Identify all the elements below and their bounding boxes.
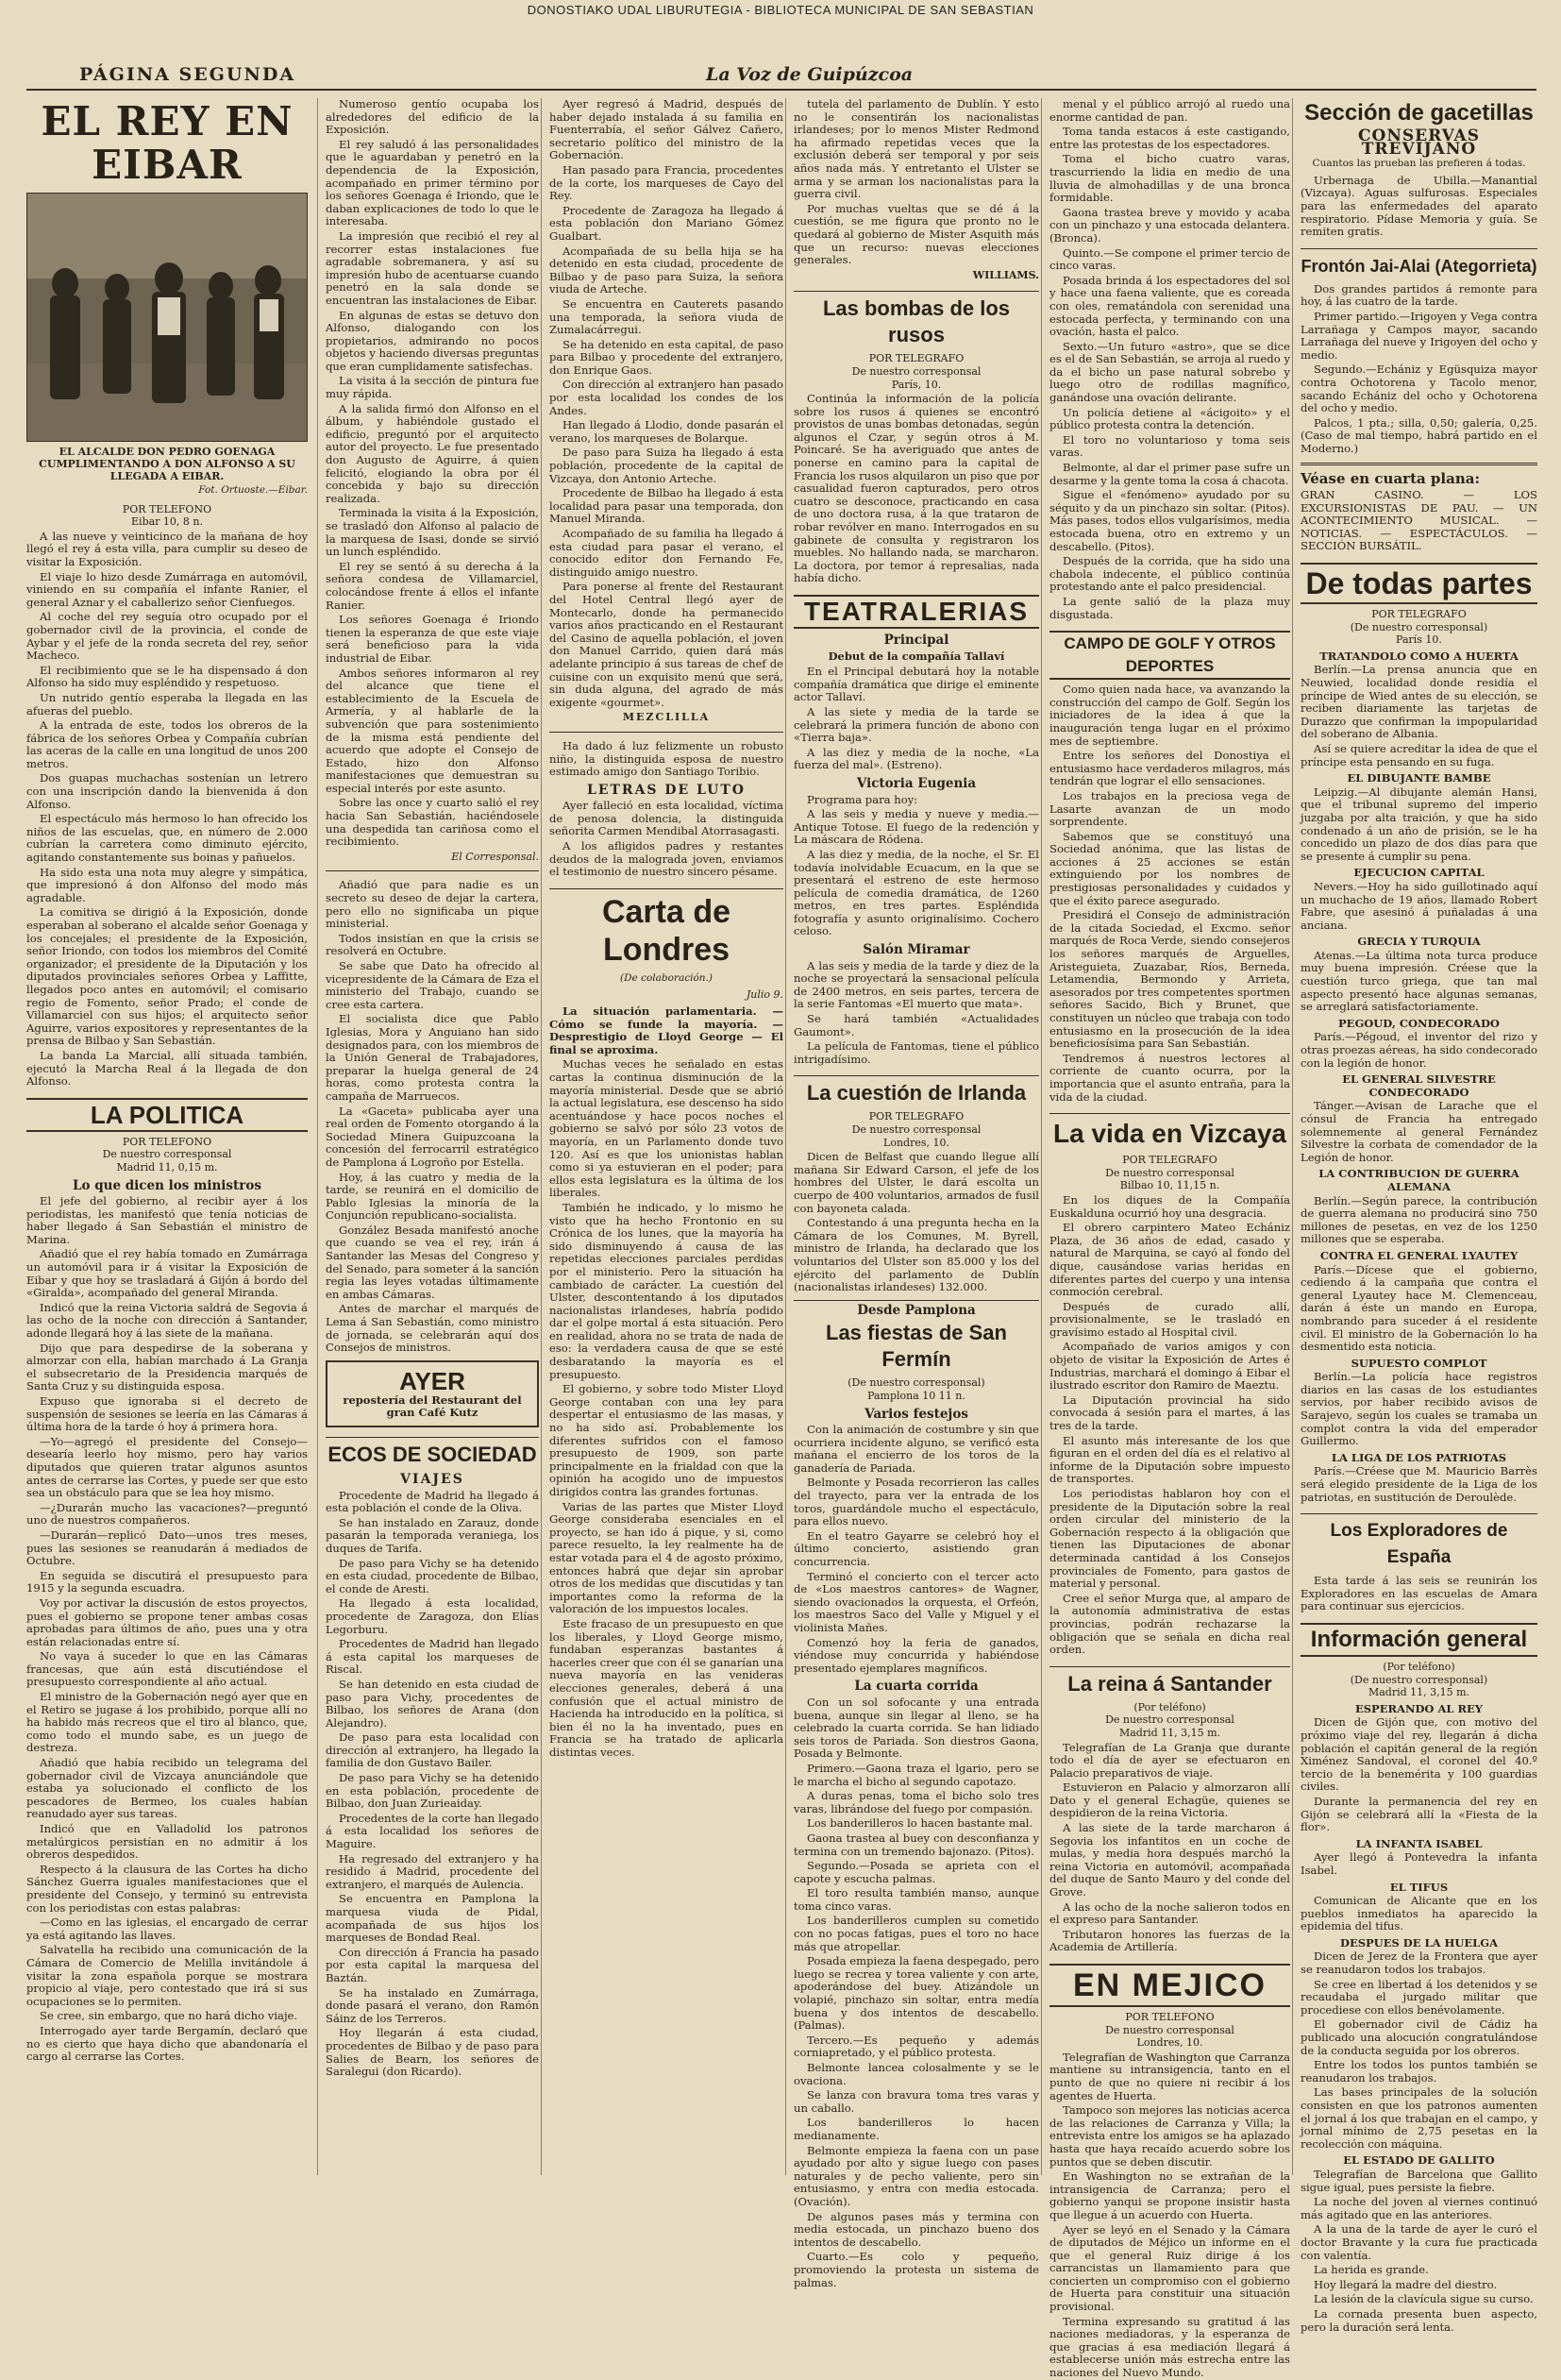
paragraph: Cuarto.—Es colo y pequeño, promoviendo la protesta un sistema de palmas. (794, 2250, 1039, 2289)
column-1 (26, 98, 315, 2175)
article-rey-body (26, 531, 308, 1089)
paragraph: Comenzó hoy la feria de ganados, viéndose muy concurrida y habiéndose presentado ejemplares magníficos. (794, 1635, 1039, 1675)
paragraph: Dos grandes partidos á remonte para hoy, á las cuatro de la tarde. (1301, 281, 1537, 309)
signature-mezclilla: MEZCLILLA (622, 711, 711, 724)
trevijano-advert: CONSERVAS TREVIJANO (1358, 127, 1480, 159)
dateline-politica: POR TELEFONO De nuestro corresponsal Madrid 11, 0,15 m. (102, 1135, 232, 1173)
newspaper-page (26, 26, 1537, 2380)
paragraph: Gaona trastea breve y movido y acaba con un pinchazo y una estocada delantera. (Bronca). (1049, 205, 1290, 245)
paragraph: Urbernaga de Ubilla.—Manantial (Vizcaya). Aguas sulfurosas. Especiales para las enfermedades del aparato respiratorio. Pídase Memoria y guía. Se remiten gratis. (1301, 173, 1537, 239)
article-politica-body (26, 1195, 308, 2064)
item-heading: EL GENERAL SILVESTRE CONDECORADO (1342, 1072, 1496, 1099)
paragraph: En seguida se discutirá el presupuesto para 1915 y la segunda escuadra. (26, 1568, 308, 1595)
paragraph: —Yo—agregó el presidente del Consejo—desearía leerlo hoy mismo, pero hay varios diputados que quieren tratar algunos asuntos antes de cerrarse las Cortes, y puede ser que esto sea un obstáculo para que se lea hoy mismo. (26, 1434, 308, 1500)
paragraph: Sexto.—Un futuro «astro», que se dice es el de San Sebastián, se arroja al ruedo y da el bicho un pase natural sobrebo y luego otro de rodillas magnífico, ganándose una ovación delirante. (1049, 339, 1290, 405)
column-4 (785, 97, 1047, 2289)
paragraph: Belmonte lancea colosalmente y se le ovaciona. (794, 2061, 1039, 2087)
paragraph: Para ponerse al frente del Restaurant del Hotel Central llegó ayer de Montecarlo, donde ha permanecido varios años practicando en el Restaurant del Casino de aquella población, el joven don Manuel Carrido, quien dará más adelante principio á sus tareas de chef de cuisine con un exquisito menú que será, sin duda alguna, del agrado de más exigente «gourmet». (549, 580, 783, 709)
paragraph: Los banderilleros cumplen su cometido con no pocas fatigas, pues el toro no hace más que atropellar. (794, 1914, 1039, 1953)
divider (549, 732, 783, 733)
paragraph: Belmonte empieza la faena con un pase ayudado por alto y sigue luego con pases naturales y de pecho valiente, pero sin entusiasmo, y entra con media estocada. (Ovación). (794, 2143, 1039, 2208)
paragraph: La noche del joven al viernes continuó más agitado que en las anteriores. (1301, 2195, 1537, 2221)
paragraph: Ayer se leyó en el Senado y la Cámara de diputados de Méjico un informe en el que el general Ruiz dirige á los carrancistas un llamamiento para que concierten un compromiso con el gobierno de Huerta para constituir una situación provisional. (1049, 2222, 1290, 2314)
paragraph: Primero.—Gaona traza el lgario, pero se le marcha el bicho al segundo capotazo. (794, 1761, 1039, 1788)
paragraph: De paso para Vichy se ha detenido en esta población, procedente de Bilbao, don Juan Zurieaiday. (326, 1771, 539, 1811)
paragraph: Telegrafían de La Granja que durante todo el día de ayer se efectuaron en Palacio preparativos de viaje. (1049, 1740, 1290, 1780)
dateline-bilbao: POR TELEGRAFO De nuestro corresponsal Bilbao 10, 11,15 n. (1105, 1154, 1234, 1192)
headline-exploradores: Los Exploradores de España (1301, 1513, 1537, 1571)
paragraph: Entre los señores del Donostiya el entusiasmo hace verdaderos milagros, más tendrán que lograr el ello sensaciones. (1049, 749, 1290, 788)
paragraph: El obrero carpintero Mateo Echániz Plaza, de 36 años de edad, casado y natural de Marquina, se cayó al fondo del dique, causándose varias heridas en diferentes partes del cuerpo y una intensa conmoción cerebral. (1049, 1221, 1290, 1299)
item-heading: LA CONTRIBUCION DE GUERRA ALEMANA (1318, 1167, 1519, 1193)
paragraph: A las siete y media de la tarde se celebrará la primera función de abono con «Tierra baja». (794, 704, 1039, 745)
headline-cuarta-plana: Véase en cuarta plana: (1301, 470, 1481, 488)
item-heading: ESPERANDO AL REY (1354, 1701, 1483, 1715)
paragraph: La visita á la sección de pintura fue muy rápida. (326, 374, 539, 401)
paragraph: El jefe del gobierno, al recibir ayer á los periodistas, les manifestó que tenía noticias de haber llegado á San Sebastián el ministro de Marina. (26, 1194, 308, 1246)
paragraph: Ha dado á luz felizmente un robusto niño, la distinguida esposa de nuestro estimado amigo don Santiago Toribio. (549, 738, 783, 779)
byline-colaboracion: (De colaboración.) (620, 971, 713, 984)
paragraph: El socialista dice que Pablo Iglesias, Mora y Anguiano han sido designados para, con los miembros de la Unión General de Trabajadores, preparar la huelga general de 24 horas, como protesta contra la campaña de Marruecos. (326, 1012, 539, 1103)
paragraph: Belmonte, al dar el primer pase sufre un desarme y la gente toma la cosa á chacota. (1049, 461, 1290, 487)
paragraph: GRAN CASINO. — LOS EXCURSIONISTAS DE PAU. — UN ACONTECIMIENTO MUSICAL. — NOTICIAS. — ESPECTÁCULOS. — SECCIÓN BURSÁTIL. (1301, 488, 1537, 553)
dateline-londres: Julio 9. (746, 988, 783, 1002)
paragraph: La «Gaceta» publicaba ayer una real orden de Fomento otorgando á la Sociedad Minera Guipuzcoana la concesión del ferrocarril estratégico de Pamplona á Logroño por Estella. (326, 1104, 539, 1169)
headline-reina-santander: La reina á Santander (1049, 1666, 1290, 1697)
headline-de-todas-partes: De todas partes (1301, 563, 1537, 604)
paragraph: A la entrada de este, todos los obreros de la fábrica de los señores Orbea y Compañía cubrían las aceras de la calle en una longitud de unos 200 metros. (26, 718, 308, 770)
paragraph: Indicó que en Valladolid los patronos metalúrgicos persistían en no admitir á los obreros despedidos. (26, 1822, 308, 1862)
dateline-madrid-info: (Por teléfono) (De nuestro corresponsal) Madrid 11, 3,15 m. (1350, 1661, 1488, 1699)
paragraph: González Besada manifestó anoche que cuando se vea el rey, irán á Santander las Mesas del Congreso y del Senado, para someter á la sanción regia las leyes votadas últimamente en ambas Cámaras. (326, 1223, 539, 1301)
paragraph: Telegrafían de Washington que Carranza mantiene su intransigencia, tanto en el punto de que no quiere ni recibir á los agentes de Huerta. (1049, 2050, 1290, 2102)
paragraph: Se cree en libertad á los detenidos y se recaudaba el jurgado militar que procediese con ellos benévolamente. (1301, 1977, 1537, 2017)
signature-williams: WILLIAMS. (972, 268, 1039, 281)
dateline-paris-todas: POR TELEGRAFO (De nuestro corresponsal) París 10. (1350, 608, 1488, 647)
photo-illustration (27, 194, 307, 441)
paragraph: El toro resulta también manso, aunque toma cinco varas. (794, 1886, 1039, 1913)
paragraph: menal y el público arrojó al ruedo una enorme cantidad de pan. (1049, 97, 1290, 124)
paragraph: Interrogado ayer tarde Bergamín, declaró que no es cierto que haya dicho que abandonaría el cargo al cerrarse las Cortes. (26, 2023, 308, 2064)
paragraph: Berlín.—La prensa anuncia que en Neuwied, localidad donde residía el príncipe de Wied antes de su elección, se reciben diariamente las tarjetas de Durazzo que confirman la impopularidad del soberano de Albania. (1301, 663, 1537, 741)
paragraph: Con un sol sofocante y una entrada buena, aunque sin llegar al lleno, se ha celebrado la cuarta corrida. Se han lidiado seis toros de Pariada. Son diestros Gaona, Posada y Belmonte. (794, 1695, 1039, 1761)
paragraph: Acompañado de varios amigos y con objeto de visitar la Exposición de Artes é Industrias, marchará el domingo á Eibar el ilustrado escritor don Ramiro de Maeztu. (1049, 1340, 1290, 1393)
headline-la-politica: LA POLITICA (26, 1098, 308, 1132)
paragraph: Después de curado allí, provisionalmente, se le trasladó en gravísimo estado al Hospital civil. (1049, 1299, 1290, 1339)
paragraph: Dos guapas muchachas sostenían un letrero con una inscripción dando la bienvenida á don Alfonso. (26, 771, 308, 811)
item-heading: EL DIBUJANTE BAMBE (1347, 771, 1491, 785)
paragraph: El gobernador civil de Cádiz ha publicado una alocución congratulándose de la conducta seguida por los obreros. (1301, 2017, 1537, 2057)
paragraph: También he indicado, y lo mismo he visto que ha hecho Frontonio en su Crónica de los lunes, que la mayoría ha sido disminuyendo á causa de las repetidas elecciones parciales perdidas por el ministerio. Pero la situación ha cambiado de carácter. La cuestión del Ulster, descontentando á los diputados nacionalistas irlandeses, habría podido dar el golpe mortal á esta situación. Pero en realidad, ahora no se trata de nada de eso: la verdadera causa de que se esté desbaratando la mayoría es el presupuesto. (549, 1200, 783, 1381)
item-heading: SUPUESTO COMPLOT (1351, 1356, 1487, 1370)
ayer-subtitle: repostería del Restaurant del gran Café Kutz (343, 1393, 522, 1420)
paragraph: Se ha instalado en Zumárraga, donde pasará el verano, don Ramón Sáinz de los Terreros. (326, 1985, 539, 2025)
item-heading: TRATANDOLO COMO A HUERTA (1319, 649, 1519, 663)
subhead-cuarta-corrida: La cuarta corrida (854, 1679, 979, 1695)
paragraph: Se encuentra en Cauterets pasando una temporada, la señora viuda de Zumalacárregui. (549, 296, 783, 337)
paragraph: Nevers.—Hoy ha sido guillotinado aquí un muchacho de 19 años, llamado Robert Fabre, que asesinó á puñaladas á una anciana. (1301, 879, 1537, 932)
paragraph: El rey saludó á las personalidades que le aguardaban y penetró en la dependencia de la Exposición, acompañado en primer término por los señores Goenaga é Iriondo, que le daban explicaciones de todo lo que le interesaba. (326, 137, 539, 228)
paragraph: De paso para Suiza ha llegado á esta población, procedente de la capital de Vizcaya, don Antonio Arteche. (549, 446, 783, 485)
headline-san-fermin: Las fiestas de San Fermín (826, 1321, 1007, 1372)
paragraph: Un policía detiene al «ácigoito» y el público protesta contra la detención. (1049, 405, 1290, 432)
paragraph: Procedente de Bilbao ha llegado á esta localidad para pasar una temporada, don Manuel Miranda. (549, 486, 783, 526)
paragraph: La cornada presenta buen aspecto, pero la duración será lenta. (1301, 2306, 1537, 2334)
subhead-varios-festejos: Varios festejos (864, 1406, 968, 1422)
paragraph: A la una de la tarde de ayer le curó el doctor Bravante y la cura fue practicada con valentía. (1301, 2222, 1537, 2262)
paragraph: Se lanza con bravura toma tres varas y un caballo. (794, 2088, 1039, 2115)
masthead: La Voz de Guipúzcoa (706, 64, 914, 85)
paragraph: Se han instalado en Zarauz, donde pasarán la temporada veraniega, los duques de Tarifa. (326, 1515, 539, 1555)
paragraph: París.—Pégoud, el inventor del rizo y otras proezas aéreas, ha sido condecorado con la legión de honor. (1301, 1030, 1537, 1070)
todas-partes-list (1301, 650, 1537, 1504)
paragraph: Se han detenido en esta ciudad de paso para Vichy, procedentes de Bilbao, los señores de Arana (don Alejandro). (326, 1677, 539, 1730)
headline-cuestion-irlanda: La cuestión de Irlanda (794, 1075, 1039, 1106)
paragraph: Voy por activar la discusión de estos proyectos, pues el gobierno se propone tener ambas cosas aprobadas para últimos de año, pues una y otra están relacionadas entre sí. (26, 1595, 308, 1648)
paragraph: Dicen de Belfast que cuando llegue allí mañana Sir Edward Carson, el jefe de los hombres del Ulster, le dará escolta un cuerpo de 400 voluntarios, armados de fusil con bayoneta calada. (794, 1150, 1039, 1215)
paragraph: La herida es grande. (1314, 2263, 1429, 2277)
paragraph: La Diputación provincial ha sido convocada á sesión para el martes, á las tres de la tarde. (1049, 1393, 1290, 1433)
archive-header: DONOSTIAKO UDAL LIBURUTEGIA - BIBLIOTECA MUNICIPAL DE SAN SEBASTIAN (527, 3, 1034, 17)
paragraph: A las seis y media y nueve y media.— Antique Totose. El fuego de la redención y La máscara de Ródena. (794, 807, 1039, 847)
paragraph: Dicen de Gijón que, con motivo del próximo viaje del rey, llegarán á dicha población el capitán general de la región Ximénez Sandoval, el coronel del 40.º tercio de la benemérita y 100 guardias civiles. (1301, 1715, 1537, 1794)
headline-gacetillas: Sección de gacetillas (1304, 100, 1534, 126)
paragraph: Ayer falleció en esta localidad, víctima de penosa dolencia, la distinguida señorita Carmen Mendibal Atorrasagasti. (549, 799, 783, 838)
paragraph: Después de la corrida, que ha sido una chabola indecente, el público continúa protestando ante el palco presidencial. (1049, 554, 1290, 594)
paragraph: En los diques de la Compañía Euskalduna ocurrió hoy una desgracia. (1049, 1192, 1290, 1220)
paragraph: Comunican de Alicante que en los pueblos inmediatos ha aparecido la epidemia del tifus. (1301, 1894, 1537, 1933)
paragraph: El ministro de la Gobernación negó ayer que en el Retiro se jugase á los prohibido, porque allí no ha habido más recreos que el tiro al blanco, que, como todo el mundo sabe, es un juego de destreza. (26, 1690, 308, 1755)
paragraph: Las bases principales de la solución consisten en que los patronos aumenten el jornal á los que trabajan en el campo, y jornal mínimo de 2,75 pesetas en la recolección con máquina. (1301, 2085, 1537, 2151)
paragraph: Tampoco son mejores las noticias acerca de las relaciones de Carranza y Villa; la entrevista entre los amigos se ha aplazado hasta que haya recaído acuerdo sobre los puntos que se deben discutir. (1049, 2103, 1290, 2169)
headline-informacion-general: Información general (1301, 1623, 1537, 1657)
paragraph: Procedente de Madrid ha llegado á esta población el conde de la Oliva. (326, 1488, 539, 1515)
paragraph: Este fracaso de un presupuesto en que los liberales, y Lloyd George mismo, fundaban esperanzas bastantes á hacerles creer que con él se ganarían una nueva mayoría en las venideras elecciones generales, deberá á una confusión que el actual ministro de Hacienda ha introducido en la política, si bien él no la ha inventado, pues en Francia se ha tratado de aplicarla distintas veces. (549, 1616, 783, 1759)
paragraph: En algunas de estas se detuvo don Alfonso, dialogando con los propietarios, admirando no pocos objetos y haciendo diversas preguntas que eran cumplidamente satisfechas. (326, 308, 539, 373)
trevijano-tagline: Cuantos las prueban las prefieren á todas. (1312, 158, 1526, 170)
paragraph: Antes de marchar el marqués de Lema á San Sebastián, como ministro de jornada, se celebrarán aquí dos Consejos de ministros. (326, 1302, 539, 1355)
subhead-salon-miramar: Salón Miramar (863, 942, 970, 958)
divider (326, 870, 539, 871)
paragraph: Ayer llegó á Pontevedra la infanta Isabel. (1301, 1850, 1537, 1877)
item-heading: LA INFANTA ISABEL (1355, 1836, 1483, 1850)
paragraph: De paso para Vichy se ha detenido en esta ciudad, procedente de Bilbao, el conde de Aresti. (326, 1556, 539, 1595)
item-heading: GRECIA Y TURQUIA (1357, 935, 1481, 949)
item-heading: EL ESTADO DE GALLITO (1343, 2153, 1495, 2168)
paragraph: Salvatella ha recibido una comunicación de la Cámara de Comercio de Melilla invitándole á visitar la zona española porque se mostrara propicio al viaje, pero contestado que irá si sus ocupaciones se lo permiten. (26, 1943, 308, 2008)
paragraph: Primer partido.—Irigoyen y Vega contra Larrañaga y Campos mayor, sacando Larrañaga del nueve y Irigoyen del ocho y medio. (1301, 309, 1537, 362)
paragraph: Tributaron honores las fuerzas de la Academia de Artillería. (1049, 1927, 1290, 1954)
divider (1301, 463, 1537, 465)
paragraph: Como quien nada hace, va avanzando la construcción del campo de Golf. Según los iniciadores de la idea á que la inauguración tenga lugar en el próximo mes de septiembre. (1049, 683, 1290, 748)
paragraph: Añadió que para nadie es un secreto su deseo de dejar la cartera, pero ello no significaba un pique ministerial. (326, 878, 539, 931)
headline-letras-de-luto: LETRAS DE LUTO (587, 782, 746, 798)
paragraph: Tendremos á nuestros lectores al corriente de cuanto ocurra, por la importancia que el asunto entraña, para la vida de la ciudad. (1049, 1051, 1290, 1104)
running-head (26, 64, 1536, 91)
paragraph: Terminó el concierto con el tercer acto de «Los maestros cantores» de Wagner, siendo ovacionados la orquesta, el Orfeón, los maestros Saco del Valle y Miguel y el violinista Mañes. (794, 1569, 1039, 1634)
headline-en-mejico: EN MEJICO (1049, 1964, 1290, 2007)
headline-fronton: Frontón Jai-Alai (Ategorrieta) (1301, 248, 1537, 279)
column-2 (317, 98, 546, 2175)
paragraph: La película de Fantomas, tiene el público intrigadísimo. (794, 1039, 1039, 1066)
paragraph: Tánger.—Avisan de Larache que el cónsul de Francia ha entregado solemnemente al general Fernández Silvestre la corbata de comendador de la Legión de honor. (1301, 1099, 1537, 1164)
paragraph: París.—Créese que M. Mauricio Barrès será elegido presidente de la Liga de los patriotas, en sustitución de Deroulède. (1301, 1464, 1537, 1504)
paragraph: Dijo que para despedirse de la soberana y almorzar con ella, habían marchado á La Granja el subsecretario de la Presidencia marqués de Santa Cruz y su distinguida esposa. (26, 1341, 308, 1393)
paragraph: Presidirá el Consejo de administración de la citada Sociedad, el Excmo. señor marqués de Roca Verde, siendo consejeros los señores marqués de Arguelles, Aristeguieta, Zuazabar, Ríos, Berneda, Letamendia, Bermondo y Arrieta, asesorados por tres competentes sportmen señores Sacido, Bich y Brunet, que constituyen un núcleo que trabaja con todo entusiasmo en la prosecución de la idea beneficiosísima para San Sebastián. (1049, 908, 1290, 1051)
paragraph: Atenas.—La última nota turca produce muy buena impresión. Créese que la cuestión turco griega, que tan mal aspecto presentó hace algunas semanas, se arreglará satisfactoriamente. (1301, 948, 1537, 1014)
subhead-viajes: VIAJES (400, 1472, 464, 1487)
paragraph: Se sabe que Dato ha ofrecido al vicepresidente de la Cámara de Eza el ministerio del Trabajo, cuando se cree esta cartera. (326, 959, 539, 1011)
paragraph: Segundo.—Posada se aprieta con el capote y escucha palmas. (794, 1859, 1039, 1885)
paragraph: Los banderilleros lo hacen medianamente. (794, 2116, 1039, 2142)
paragraph: De paso para esta localidad con dirección al extranjero, ha llegado la familia de don Gustavo Bailer. (326, 1730, 539, 1770)
column-3 (541, 98, 791, 2175)
paragraph: Expuso que ignoraba si el decreto de suspensión de sesiones se leería en las Cámaras á última hora de la tarde ó hoy á primera hora. (26, 1394, 308, 1434)
informacion-list (1301, 1703, 1537, 2334)
paragraph: tutela del parlamento de Dublín. Y esto no le consentirán los nacionalistas irlandeses; por lo menos Mister Redmond ha afirmado repetidas veces que la exclusión deberá ser temporal y por seis años nada más. Y entretanto el Ulster se arma y se arman los nacionalistas para la guerra civil. (794, 97, 1039, 201)
paragraph: Se cree, sin embargo, que no hará dicho viaje. (40, 2009, 298, 2023)
paragraph: El rey se sentó á su derecha á la señora condesa de Villamarciel, colocándose frente á ellos el infante Ranier. (326, 559, 539, 612)
paragraph: A las siete de la tarde marcharon á Segovia los infantitos en un coche de mulas, y media hora después marchó la reina Victoria en automóvil, acompañada del duque de Santo Mauro y del conde del Grove. (1049, 1821, 1290, 1899)
paragraph: Indicó que la reina Victoria saldrá de Segovia á las ocho de la noche con dirección á Santander, adonde llegará hoy á las siete de la mañana. (26, 1300, 308, 1341)
paragraph: Ambos señores informaron al rey del alcance que tiene el establecimiento de la Escuela de Armería, y al hablarle de la subvención que para sostenimiento de la misma está pendiente del acuerdo que adopte el Consejo de Estado, hizo don Alfonso manifestaciones que demuestran su especial interés por este asunto. (326, 666, 539, 795)
paragraph: Con dirección al extranjero han pasado por esta localidad los condes de los Andes. (549, 378, 783, 417)
subhead-principal: Principal (883, 633, 949, 648)
paragraph: Tercero.—Es pequeño y además corniapretado, y el público protesta. (794, 2033, 1039, 2060)
dateline-londres-mejico: POR TELEFONO De nuestro corresponsal Londres, 10. (1105, 2011, 1234, 2050)
paragraph: Terminada la visita á la Exposición, se trasladó don Alfonso al palacio de la marquesa de Isasi, donde se sirvió un lunch espléndido. (326, 506, 539, 559)
paragraph: El gobierno, y sobre todo Mister Lloyd George contaban con una ley para despertar el entusiasmo de las masas, y no ha sido así. Probablemente los diferentes sufridos con el famoso presupuesto de 1909, son parte principalmente en la frialdad con que la opinión ha acogido uno de impuestos dirigidos contra las grandes fortunas. (549, 1382, 783, 1498)
item-heading: PEGOUD, CONDECORADO (1338, 1016, 1500, 1030)
paragraph: Berlín.—Según parece, la contribución de guerra alemana no producirá sino 750 millones de pesetas, en vez de los 1250 millones que se esperaba. (1301, 1193, 1537, 1246)
paragraph: Hoy, á las cuatro y media de la tarde, se reunirá en el domicilio de Pablo Iglesias la minoría de la Conjunción republicano-socialista. (326, 1170, 539, 1223)
paragraph: A los afligidos padres y restantes deudos de la malograda joven, enviamos el testimonio de nuestro sincero pésame. (549, 839, 783, 879)
news-photo (26, 193, 308, 442)
paragraph: Por muchas vueltas que se dé á la cuestión, se me figura que pronto no le quedará al gobierno de Mister Asquith más que un recurso: nuevas elecciones generales. (794, 201, 1039, 267)
paragraph: Gaona trastea al buey con desconfianza y termina con un tremendo bajonazo. (Pitos). (794, 1831, 1039, 1858)
paragraph: Al coche del rey seguía otro ocupado por el gobernador civil de la provincia, el conde de Aybar y el jefe de la ronda secreta del rey, señor Macheco. (26, 610, 308, 663)
paragraph: —Como en las iglesias, el encargado de cerrar ya está agitando las llaves. (26, 1916, 308, 1942)
paragraph: En Washington no se extrañan de la intransigencia de Carranza; pero el gobierno yanqui se propone insistir hasta que llegue á un acuerdo con Huerta. (1049, 2169, 1290, 2221)
paragraph: Han llegado á Llodio, donde pasarán el verano, los marqueses de Bolarque. (549, 418, 783, 445)
paragraph: Dicen de Jerez de la Frontera que ayer se reanudaron todos los trabajos. (1301, 1950, 1537, 1977)
paragraph: En el teatro Gayarre se celebró hoy el último concierto, asistiendo gran concurrencia. (794, 1528, 1039, 1569)
paragraph: Belmonte y Posada recorrieron las calles del trayecto, para ver la entrada de los toros, guardándole mucho el espectáculo, para ellos nuevo. (794, 1476, 1039, 1528)
paragraph: Se ha detenido en esta capital, de paso para Bilbao y procedente del extranjero, don Enrique Gaos. (549, 337, 783, 377)
paragraph: Termina expresando su gratitud á las naciones mediadoras, y la esperanza de que gracias á esa mediación llegará á establecerse unión más estrecha entre las naciones del Nuevo Mundo. (1049, 2314, 1290, 2380)
paragraph: Los periodistas hablaron hoy con el presidente de la Diputación sobre la real orden circular del ministerio de la Gobernación respecto á la obligación que tienen las Diputaciones de abonar determinada cantidad á los Consejos provinciales de Fomento, para gastos de material y personal. (1049, 1487, 1290, 1591)
paragraph: Berlín.—La policía hace registros diarios en las casas de los estudiantes servios, por haber recibido avisos de Sarajevo, según los cuales se tramaba un complot contra la vida del emperador Guillermo. (1301, 1370, 1537, 1448)
paragraph: Añadió que el rey había tomado en Zumárraga un automóvil para ir á visitar la Exposición de Eibar y que hoy se trasladará á Gijón á bordo del «Giralda», acompañado del general Miranda. (26, 1247, 308, 1300)
paragraph: A la salida firmó don Alfonso en el álbum, y habiéndole gustado el edificio, preguntó por el arquitecto autor del proyecto. Le fue presentado don Augusto de Aguirre, á quien felicitó, elogiando la obra por él concebida y bajo su dirección realizada. (326, 401, 539, 505)
paragraph: Segundo.—Echániz y Egüsquiza mayor contra Ochotorena y Tacolo menor, sacando Echániz del ocho y Ochotorena del ocho y medio. (1301, 363, 1537, 415)
item-heading: CONTRA EL GENERAL LYAUTEY (1319, 1248, 1519, 1262)
dateline-madrid-reina: (Por teléfono) De nuestro corresponsal Madrid 11, 3,15 m. (1105, 1700, 1234, 1739)
paragraph: Ha llegado á esta localidad, procedente de Zaragoza, don Elías Legorburu. (326, 1596, 539, 1636)
paragraph: Palcos, 1 pta.; silla, 0,50; galería, 0,25. (Caso de mal tiempo, habrá partido en el Moderno.) (1301, 415, 1537, 455)
ayer-title: AYER (399, 1366, 465, 1395)
paragraph: Acompañada de su bella hija se ha detenido en esta ciudad, procedente de Bilbao y de paso para Suiza, la señora viuda de Arteche. (549, 244, 783, 296)
paragraph: —¿Durarán mucho las vacaciones?—preguntó uno de nuestros compañeros. (26, 1500, 308, 1528)
paragraph: A las ocho de la noche salieron todos en el expreso para Santander. (1049, 1899, 1290, 1927)
paragraph: Muchas veces he señalado en estas cartas la continua disminución de la mayoría ministerial. Desde que se abrió la actual legislatura, ese descenso ha sido acentuándose y hace pocos noches el gobierno se salvó por sólo 23 votos de mayoría, en un Parlamento donde tuvo 120. Así es que los unionistas hablan como si ya estuvieran en el poder; para ellos esta legislatura es la última de los liberales. (549, 1057, 783, 1200)
paragraph: París.—Dícese que el gobierno, cediendo á la campaña que contra el general Lyautey hace M. Clemenceau, darán á éste un mando en Europa, nombrando para suceder á el residente civil. El ministro de la Gobernación lo ha desmentido esta noticia. (1301, 1262, 1537, 1354)
subhead-ministros: Lo que dicen los ministros (73, 1177, 261, 1193)
headline-ecos-de-sociedad: ECOS DE SOCIEDAD (326, 1437, 539, 1468)
paragraph: El espectáculo más hermoso lo han ofrecido los niños de las escuelas, que, en número de 2.000 cubrían la carretera como diminuto ejército, agitando constantemente sus boinas y pañuelos. (26, 812, 308, 865)
paragraph: No vaya á suceder lo que en las Cámaras francesas, que aún está discutiéndose el presupuesto correspondiente al año actual. (26, 1649, 308, 1689)
paragraph: Así se quiere acreditar la idea de que el príncipe esta pensando en su fuga. (1301, 741, 1537, 768)
dateline-pamplona: (De nuestro corresponsal) Pamplona 10 11 n. (848, 1376, 985, 1402)
paragraph: Los banderilleros lo hacen bastante mal. (807, 1816, 1033, 1831)
paragraph: Ayer regresó á Madrid, después de haber dejado instalada á su familia en Fuenterrabía, el señor Gálvez Cañero, secretario político del ministro de la Gobernación. (549, 97, 783, 162)
paragraph: El recibimiento que se le ha dispensado á don Alfonso ha sido muy espléndido y respetuoso. (26, 663, 308, 690)
item-heading: EL TIFUS (1389, 1880, 1449, 1894)
ayer-advert (326, 1360, 539, 1427)
paragraph: Procedentes de Madrid han llegado á esta capital los marqueses de Riscal. (326, 1637, 539, 1677)
subhead-tallavi: Debut de la compañía Tallaví (828, 649, 1005, 663)
paragraph: Se encuentra en Pamplona la marquesa viuda de Pidal, acompañada de sus hijos los marqueses de Bondad Real. (326, 1892, 539, 1945)
paragraph: Varias de las partes que Mister Lloyd George consideraba esenciales en el proyecto, se han ido á pique, y si, como parece resuelto, la ley realmente ha de estar votada para el 4 de agosto próximo, entonces habrá que dejar sin aprobar otros de los medidas que discutidas y tan importantes como la reforma de la valoración de los impuestos locales. (549, 1499, 783, 1616)
headline-teatralerias: TEATRALERIAS (794, 595, 1039, 629)
paragraph: Respecto á la clausura de las Cortes ha dicho Sánchez Guerra iguales manifestaciones que el presidente del Consejo, y terminó su entrevista con los periodistas con estas palabras: (26, 1862, 308, 1915)
article-lead: La situación parlamentaria. — Cómo se funde la mayoría. — Desprestigio de Lloyd George — El final se aproxima. (549, 1004, 783, 1056)
paragraph: Continúa la información de la policía sobre los rusos á quienes se encontró provistos de unas bombas detonadas, según algunos el Czar, y según otros á M. Poincaré. Se ha averiguado que antes de ponerse en camino para la capital de Francia los rusos alquilaron un piso que por casualidad fueron capturados, pero otros cuatro se desconoce, practicando en casa de uno doctora rusa, á la que trataron de robar revólver en mano. Interrogados en su gabinete de consulta y registraron los muebles. No hallando nada, se marcharon. La doctora, por temor á represalias, nada había dicho. (794, 392, 1039, 585)
paragraph: Ha regresado del extranjero y ha residido á Madrid, procedente del extranjero, el marqués de Aulencia. (326, 1851, 539, 1891)
paragraph: A las nueve y veinticinco de la mañana de hoy llegó el rey á esta villa, para cumplir su deseo de visitar la Exposición. (26, 529, 308, 568)
paragraph: Hoy llegará la madre del diestro. (1314, 2277, 1498, 2291)
dateline-londres-irlanda: POR TELEGRAFO De nuestro corresponsal Londres, 10. (851, 1110, 982, 1149)
paragraph: Todos insistían en que la crisis se resolverá en Octubre. (326, 931, 539, 958)
paragraph: Sobre las once y cuarto salió el rey hacia San Sebastián, haciéndosele una despedida tan cariñosa como el recibimiento. (326, 796, 539, 849)
paragraph: A las diez y media, de la noche, el Sr. El todavía inolvidable Ecuacum, en la que se presentará el estreno de este hermoso película de comedia dramática, de 1260 metros, en tres partes. Espléndida fotografía y asunto originalísimo. Cochero celoso. (794, 847, 1039, 938)
column-6 (1292, 98, 1537, 2334)
paragraph: Toma el bicho cuatro varas, trascurriendo la lidia en medio de una lluvia de almohadillas y de una bronca formidable. (1049, 152, 1290, 205)
paragraph: Un nutrido gentío esperaba la llegada en las afueras del pueblo. (26, 690, 308, 717)
paragraph: Esta tarde á las seis se reunirán los Exploradores en las escuelas de Amara para continuar sus ejercicios. (1301, 1574, 1537, 1613)
paragraph: Añadió que había recibido un telegrama del gobernador civil de Vizcaya anunciándole que estaba ya solucionado el conflicto de los pescadores de Bermeo, los cuales habían reanudado ayer sus tareas. (26, 1756, 308, 1821)
subhead-victoria-eugenia: Victoria Eugenia (856, 775, 977, 791)
item-heading: DESPUES DE LA HUELGA (1339, 1935, 1499, 1950)
paragraph: El viaje lo hizo desde Zumárraga en automóvil, viniendo en su compañía el infante Ranier, el general Aznar y el caballerizo señor Cienfuegos. (26, 569, 308, 609)
headline-vida-en-vizcaya: La vida en Vizcaya (1049, 1113, 1290, 1150)
paragraph: Han pasado para Francia, procedentes de la corte, los marqueses de Cayo del Rey. (549, 162, 783, 203)
paragraph: A duras penas, toma el bicho solo tres varas, librándose del fuego por compasión. (794, 1789, 1039, 1815)
photo-caption: EL ALCALDE DON PEDRO GOENAGA CUMPLIMENTANDO A DON ALFONSO A SU LLEGADA A EIBAR. (39, 446, 295, 482)
paragraph: Contestando á una pregunta hecha en la Cámara de los Comunes, M. Byrell, ministro de Irlanda, ha declarado que los voluntarios del Ulster son 85.000 y los del ejército del parlamento de Dublín (nacionalistas irlandeses) 132.000. (794, 1216, 1039, 1294)
paragraph: Estuvieron en Palacio y almorzaron allí Dato y el general Echagüe, quienes se despidieron de la reina Victoria. (1049, 1781, 1290, 1820)
subhead-desde-pamplona: Desde Pamplona (794, 1300, 1039, 1318)
paragraph: Ha sido esta una nota muy alegre y simpática, que impresionó á don Alfonso del modo más agradable. (26, 865, 308, 904)
headline-carta-de-londres: Carta de Londres (549, 888, 783, 969)
paragraph: Hoy llegarán á esta ciudad, procedentes de Bilbao y de paso para Salies de Bearn, los señores de Saralegui (don Ricardo). (326, 2026, 539, 2079)
paragraph: Quinto.—Se compone el primer tercio de cinco varas. (1049, 245, 1290, 273)
dateline-paris: POR TELEGRAFO De nuestro corresponsal París, 10. (851, 352, 982, 391)
paragraph: En el Principal debutará hoy la notable compañía dramática que dirige el eminente actor Tallaví. (794, 665, 1039, 704)
paragraph: Se hará también «Actualidades Gaumont». (794, 1012, 1039, 1038)
headline-rey-en-eibar: EL REY EN EIBAR (41, 98, 294, 188)
paragraph: Durante la permanencia del rey en Gijón se celebrará allí la «Fiesta de la flor». (1301, 1794, 1537, 1834)
paragraph: Sabemos que se constituyó una Sociedad anónima, que las listas de acciones á 25 acciones se están extinguiendo por los nombres de prestigiosas personalidades y cuidados y que el éxito parece asegurado. (1049, 829, 1290, 907)
item-heading: LA LIGA DE LOS PATRIOTAS (1331, 1450, 1507, 1464)
dateline-eibar: POR TELEFONO Eibar 10, 8 n. (122, 502, 212, 529)
paragraph: Numeroso gentío ocupaba los alrededores del edificio de la Exposición. (326, 97, 539, 137)
paragraph: Los señores Goenaga é Iriondo tienen la esperanza de que este viaje será beneficioso para la vida industrial de Eibar. (326, 613, 539, 665)
paragraph: A las seis y media de la tarde y diez de la noche se proyectará la sensacional película de 2400 metros, en seis partes, tercera de la serie Fantomas «El muerto que mata». (794, 958, 1039, 1011)
paragraph: Con la animación de costumbre y sin que ocurriera incidente alguno, se verificó esta mañana el encierro de los toros de la ganadería de Pariada. (794, 1423, 1039, 1475)
paragraph: La gente salió de la plaza muy disgustada. (1049, 594, 1290, 621)
paragraph: Posada empieza la faena despegado, pero luego se recrea y torea valiente y con arte, apoderándose del buey. Atizándole un volapié, pinchazo sin soltar, entra medía buena y dos intentos de descabello. (Palmas). (794, 1954, 1039, 2033)
headline-bombas-rusos: Las bombas de los rusos (794, 291, 1039, 348)
paragraph: Programa para hoy: (807, 792, 918, 806)
paragraph: El asunto más interesante de los que figuran en el orden del día es el relativo al informe de la Diputación sobre impuesto de transportes. (1049, 1433, 1290, 1486)
paragraph: La comitiva se dirigió á la Exposición, donde esperaban al soberano el alcalde señor Goenaga y los concejales; el presidente de la Exposición, señor Iriondo, con todos los miembros del Comité organizador; el presidente de la Diputación y los diputados provinciales señores Orbea y Laffitte, llegados poco antes en automóvil; el comisario regio de Fomento, señor Prado; el conde de Villamarciel con sus hijos; el arquitecto señor Aguirre, varios expositores y representantes de la prensa de Bilbao y San Sebastián. (26, 905, 308, 1048)
paragraph: Procedente de Zaragoza ha llegado á esta población don Mariano Gómez Gualbart. (549, 203, 783, 243)
headline-campo-de-golf: CAMPO DE GOLF Y OTROS DEPORTES (1049, 631, 1290, 680)
paragraph: A las diez y media de la noche, «La fuerza del mal». (Estreno). (794, 745, 1039, 772)
paragraph: La banda La Marcial, allí situada también, ejecutó la Marcha Real á la llegada de don Alfonso. (26, 1048, 308, 1089)
paragraph: Acompañado de su familia ha llegado á esta ciudad para pasar el verano, el conocido editor don Fernando Fe, distinguido amigo nuestro. (549, 527, 783, 579)
photo-credit: Fot. Ortuoste.—Eibar. (198, 484, 308, 496)
paragraph: Posada brinda á los espectadores del sol y hace una faena valiente, que es coreada con oles, rematándola con serenidad una estocada perfecta, y terminando con una ovación, hasta el palco. (1049, 273, 1290, 339)
paragraph: El toro no voluntarioso y toma seis varas. (1049, 432, 1290, 460)
paragraph: Los trabajos en la preciosa vega de Lasarte avanzan de un modo sorprendente. (1049, 788, 1290, 829)
column-5 (1041, 97, 1298, 2380)
paragraph: La impresión que recibió el rey al recorrer estas instalaciones fue agradable sobremanera, y así su impresión hubo de acentuarse cuando penetró en la sala donde se encuentran las instalaciones de Eibar. (326, 228, 539, 307)
paragraph: Con dirección á Francia ha pasado por esta capital la marquesa del Baztán. (326, 1945, 539, 1984)
paragraph: Leipzig.—Al dibujante alemán Hansi, que el tribunal supremo del imperio juzgaba por alta traición, y que ha sido condenado á un año de prisión, se le ha concedido un plazo de dos días para que se presente á cumplir su pena. (1301, 785, 1537, 863)
page-label: PÁGINA SEGUNDA (79, 64, 296, 85)
paragraph: Telegrafían de Barcelona que Gallito sigue igual, pues persiste la fiebre. (1301, 2167, 1537, 2194)
paragraph: Sigue el «fenómeno» ayudado por su séquito y da un pinchazo sin soltar. (Pitos). Más pases, todos ellos vulgarísimos, media estocada buena, otro en extremo y un descabello. (Pitos). (1049, 488, 1290, 553)
item-heading: EJECUCION CAPITAL (1353, 866, 1485, 880)
paragraph: Cree el señor Murga que, al amparo de la autonomía administrativa de estas provincias, podrán rechazarse la obligación que se señala en dicha real orden. (1049, 1591, 1290, 1657)
paragraph: Procedentes de la corte han llegado á esta localidad los señores de Maguire. (326, 1811, 539, 1851)
signature: El Corresponsal. (451, 850, 539, 863)
paragraph: De algunos pases más y termina con media estocada, un pinchazo bueno dos intentos de descabello. (794, 2209, 1039, 2249)
paragraph: —Durarán—replicó Dato—unos tres meses, pues las sesiones se reanudarán á mediados de Octubre. (26, 1528, 308, 1568)
paragraph: Entre los todos los puntos también se reanudaron los trabajos. (1301, 2058, 1537, 2085)
paragraph: La lesión de la clavícula sigue su curso. (1314, 2292, 1534, 2306)
paragraph: Toma tanda estacos á este castigando, entre las protestas de los espectadores. (1049, 125, 1290, 151)
